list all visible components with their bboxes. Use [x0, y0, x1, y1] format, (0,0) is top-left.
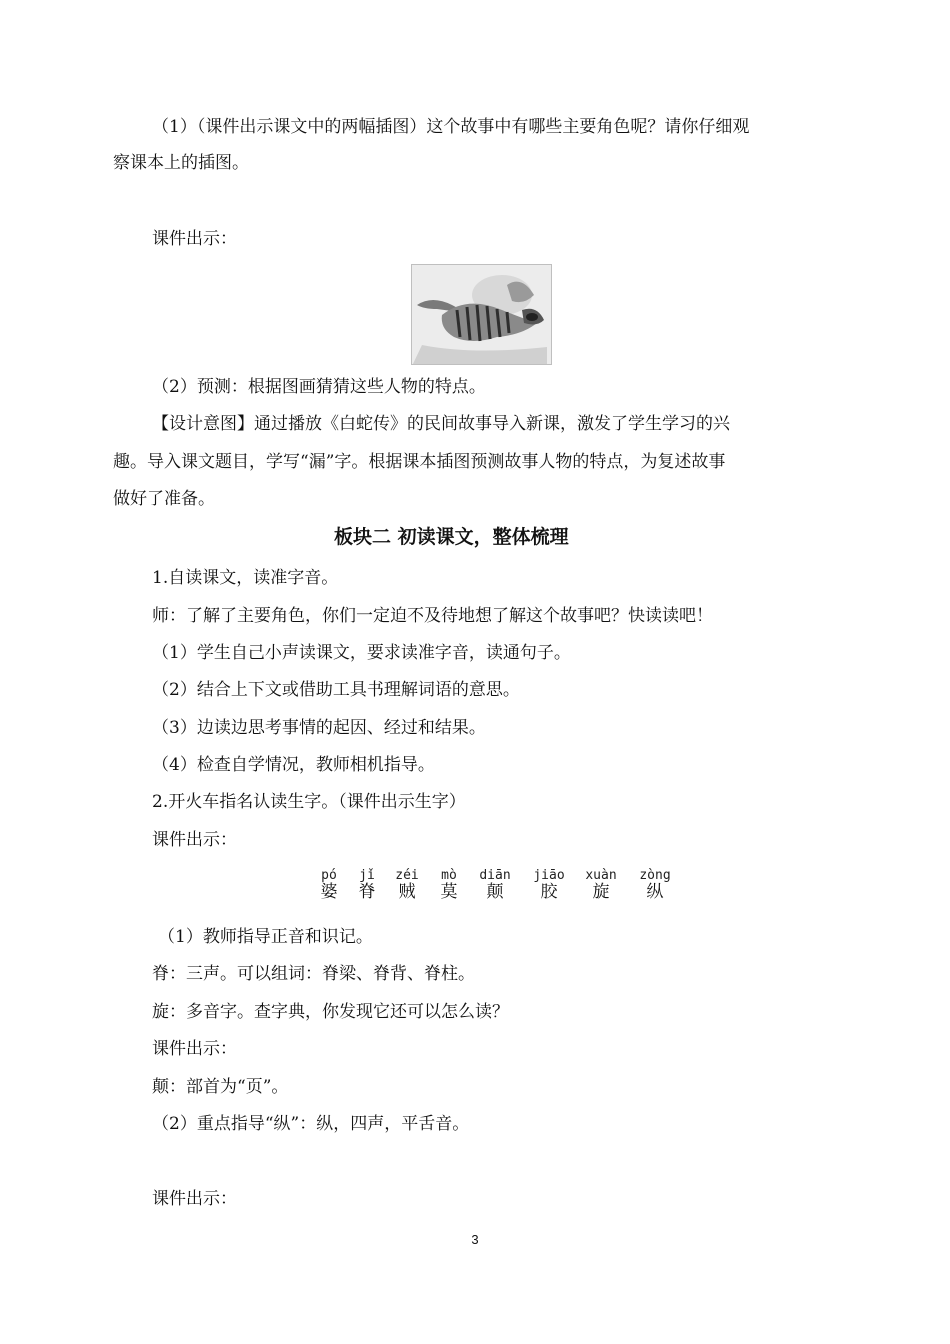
- hanzi: 旋: [592, 882, 610, 902]
- hanzi: 莫: [440, 882, 458, 902]
- sub-step-1: （1）学生自己小声读课文，要求读准字音，读通句子。: [152, 643, 571, 663]
- step-1: 1.自读课文，读准字音。: [152, 568, 339, 588]
- char-jiao: [524, 868, 574, 901]
- pinyin: xuàn: [585, 868, 617, 883]
- design-intent-line-3: 做好了准备。: [113, 489, 215, 509]
- hanzi: 纵: [646, 882, 664, 902]
- xuan-note: 旋：多音字。查字典，你发现它还可以怎么读？: [152, 1002, 509, 1022]
- pinyin: mò: [441, 868, 457, 883]
- hanzi: 胶: [540, 882, 558, 902]
- courseware-label: 课件出示：: [152, 1189, 237, 1209]
- pinyin: zòng: [639, 868, 671, 883]
- question-1-line-1: （1）（课件出示课文中的两幅插图）这个故事中有哪些主要角色呢？请你仔细观: [152, 117, 750, 137]
- design-intent-line-1: 【设计意图】通过播放《白蛇传》的民间故事导入新课，激发了学生学习的兴: [152, 414, 730, 434]
- question-1-line-2: 察课本上的插图。: [113, 153, 249, 173]
- hanzi: 脊: [358, 882, 376, 902]
- hanzi: 婆: [320, 882, 338, 902]
- pinyin: jiāo: [533, 868, 565, 883]
- pinyin: jǐ: [359, 868, 375, 883]
- char-xuan: [576, 868, 626, 901]
- ji-note: 脊：三声。可以组词：脊梁、脊背、脊柱。: [152, 964, 475, 984]
- tiger-illustration-image: [412, 265, 552, 365]
- char-zong: [630, 868, 680, 901]
- step-2: 2.开火车指名认读生字。（课件出示生字）: [152, 792, 466, 812]
- dian-note: 颠：部首为“页”。: [152, 1077, 289, 1097]
- sub-step-2: （2）结合上下文或借助工具书理解词语的意思。: [152, 680, 520, 700]
- pinyin: zéi: [395, 868, 419, 883]
- teacher-line: 师：了解了主要角色，你们一定迫不及待地想了解这个故事吧？快读读吧！: [152, 606, 713, 626]
- page-number: 3: [471, 1232, 479, 1247]
- pinyin: pó: [321, 868, 337, 883]
- courseware-label: 课件出示：: [152, 1039, 237, 1059]
- question-2: （2）预测：根据图画猜猜这些人物的特点。: [152, 377, 486, 397]
- char-dian: [470, 868, 520, 901]
- courseware-label: 课件出示：: [152, 830, 237, 850]
- design-intent-line-2: 趣。导入课文题目，学写“漏”字。根据课本插图预测故事人物的特点，为复述故事: [113, 452, 726, 472]
- sub-step-4: （4）检查自学情况，教师相机指导。: [152, 755, 435, 775]
- guide-1: （1）教师指导正音和识记。: [158, 927, 373, 947]
- hanzi: 贼: [398, 882, 416, 902]
- courseware-label: 课件出示：: [152, 229, 237, 249]
- textbook-illustration: [411, 264, 552, 365]
- char-mo: [424, 868, 474, 901]
- guide-2: （2）重点指导“纵”：纵，四声，平舌音。: [152, 1114, 470, 1134]
- pinyin: diān: [479, 868, 511, 883]
- sub-step-3: （3）边读边思考事情的起因、经过和结果。: [152, 718, 486, 738]
- section-heading: 板块二 初读课文，整体梳理: [334, 526, 569, 548]
- hanzi: 颠: [486, 882, 504, 902]
